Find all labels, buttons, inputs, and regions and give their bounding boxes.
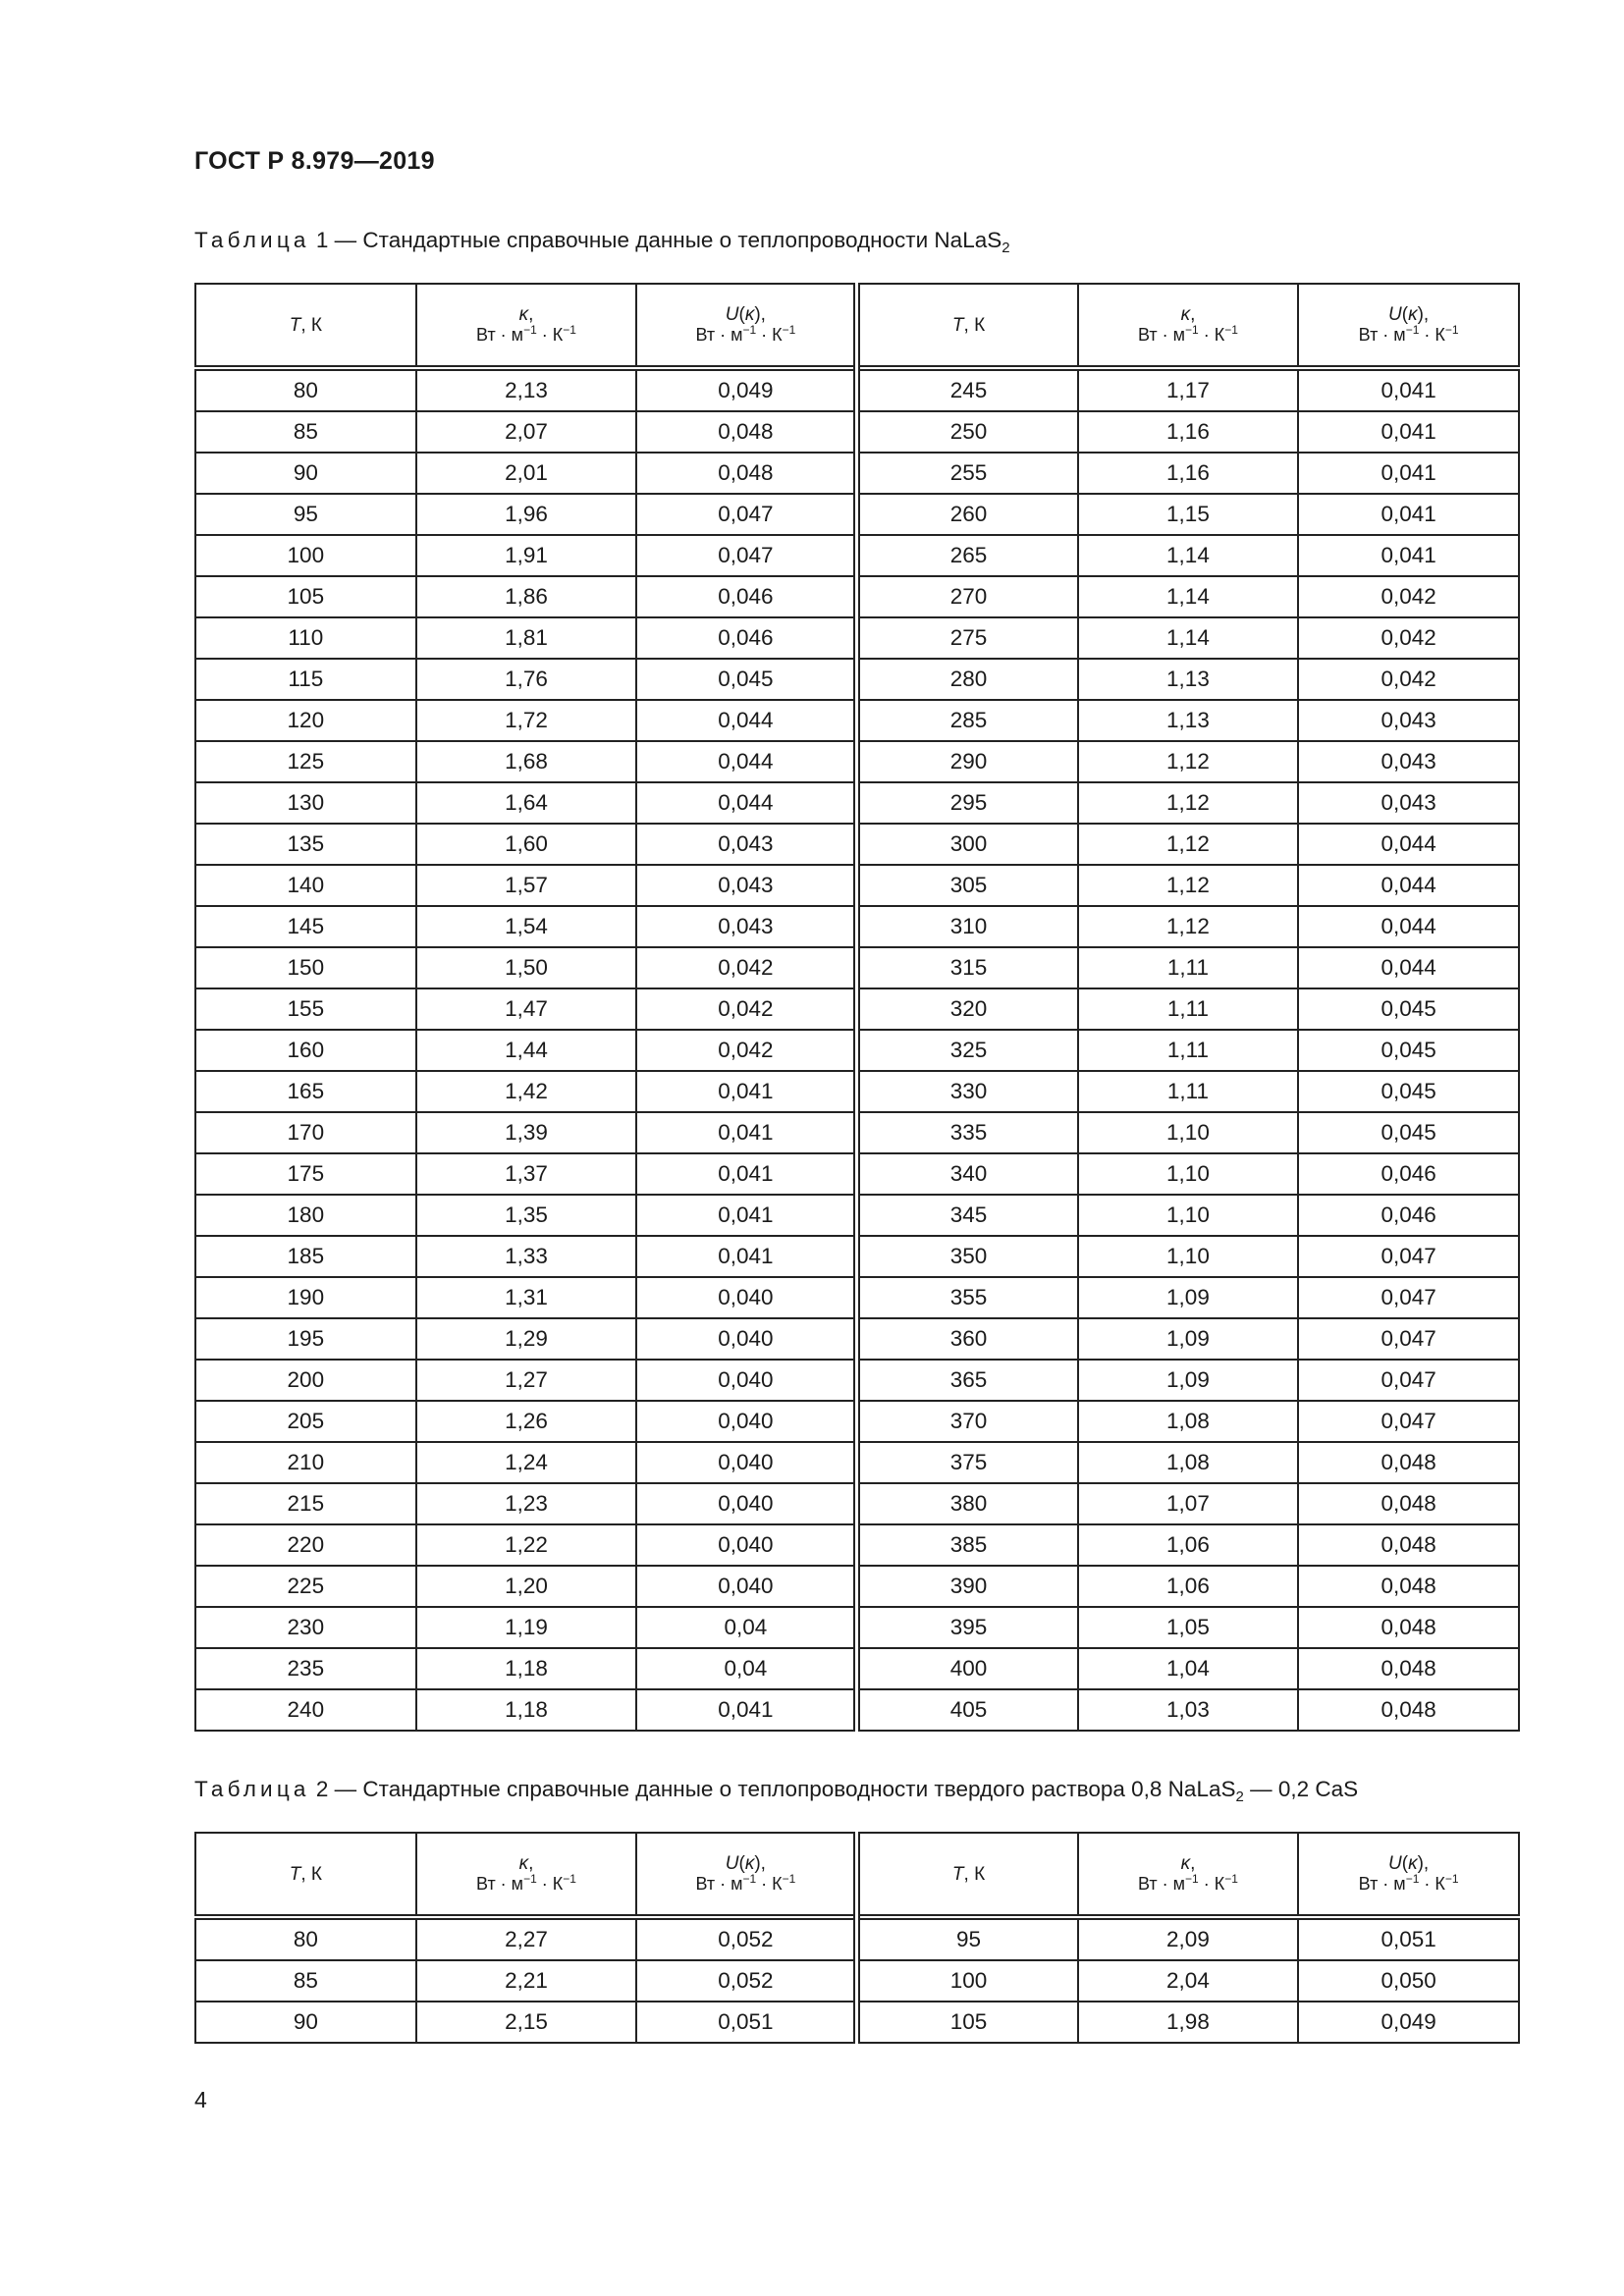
table2-header-u: U(κ), Вт · $м^{-1} \cdot К^{-1}$ [636, 1833, 857, 1917]
table-cell: 355 [857, 1277, 1078, 1318]
table1-row [195, 824, 1519, 865]
table-cell: 1,13 [1078, 659, 1299, 700]
table-cell: 125 [195, 741, 416, 782]
table-cell: 1,33 [416, 1236, 637, 1277]
table-cell: 0,041 [1298, 535, 1519, 576]
table1-row [195, 1153, 1519, 1195]
table1-row [195, 368, 1519, 411]
table-cell: 200 [195, 1360, 416, 1401]
table-cell: 85 [195, 1960, 416, 2002]
table-cell: 1,08 [1078, 1442, 1299, 1483]
table-cell: 165 [195, 1071, 416, 1112]
table1-row [195, 1648, 1519, 1689]
table-cell: 1,06 [1078, 1524, 1299, 1566]
table-cell: 0,048 [1298, 1483, 1519, 1524]
table-cell: 0,041 [636, 1195, 857, 1236]
table-cell: 1,98 [1078, 2002, 1299, 2043]
table-cell: 90 [195, 2002, 416, 2043]
table-cell: 0,042 [1298, 576, 1519, 617]
table-cell: 0,042 [1298, 659, 1519, 700]
table-cell: 0,042 [1298, 617, 1519, 659]
table1-row [195, 1483, 1519, 1524]
table-cell: 1,12 [1078, 906, 1299, 947]
table1-row [195, 453, 1519, 494]
table-cell: 0,048 [636, 411, 857, 453]
table-cell: 1,18 [416, 1689, 637, 1731]
table-cell: 1,64 [416, 782, 637, 824]
table-cell: 0,041 [636, 1153, 857, 1195]
table-cell: 1,50 [416, 947, 637, 988]
table-cell: 0,042 [636, 988, 857, 1030]
table-cell: 0,048 [1298, 1648, 1519, 1689]
table-cell: 310 [857, 906, 1078, 947]
table-cell: 255 [857, 453, 1078, 494]
table-cell: 1,81 [416, 617, 637, 659]
table-cell: 0,040 [636, 1360, 857, 1401]
table-cell: 0,041 [636, 1071, 857, 1112]
table-cell: 2,01 [416, 453, 637, 494]
table-cell: 160 [195, 1030, 416, 1071]
table-cell: 285 [857, 700, 1078, 741]
table-cell: 1,12 [1078, 865, 1299, 906]
table-cell: 1,12 [1078, 824, 1299, 865]
table1-row [195, 1566, 1519, 1607]
table-cell: 2,04 [1078, 1960, 1299, 2002]
table-cell: 1,10 [1078, 1236, 1299, 1277]
table1-row [195, 865, 1519, 906]
table-cell: 365 [857, 1360, 1078, 1401]
table1-row [195, 700, 1519, 741]
table-cell: 0,044 [1298, 865, 1519, 906]
table-cell: 1,24 [416, 1442, 637, 1483]
table1-row [195, 1195, 1519, 1236]
table-cell: 0,047 [636, 535, 857, 576]
table-cell: 240 [195, 1689, 416, 1731]
table-cell: 380 [857, 1483, 1078, 1524]
table-cell: 245 [857, 368, 1078, 411]
table-cell: 1,19 [416, 1607, 637, 1648]
table-cell: 0,048 [1298, 1607, 1519, 1648]
table-cell: 0,045 [1298, 1112, 1519, 1153]
table2-header-k: κ, Вт · $м^{-1} \cdot К^{-1}$ [416, 1833, 637, 1917]
table-cell: 275 [857, 617, 1078, 659]
table1-row [195, 617, 1519, 659]
table-cell: 1,91 [416, 535, 637, 576]
document-header: ГОСТ Р 8.979—2019 [194, 147, 435, 175]
table-cell: 0,041 [1298, 494, 1519, 535]
table-cell: 0,047 [1298, 1318, 1519, 1360]
table-cell: 0,041 [1298, 453, 1519, 494]
table-cell: 350 [857, 1236, 1078, 1277]
table-cell: 1,16 [1078, 411, 1299, 453]
table-cell: 1,14 [1078, 535, 1299, 576]
table2-row [195, 1960, 1519, 2002]
table1-caption-subscript: 2 [1001, 240, 1010, 256]
table-cell: 0,048 [636, 453, 857, 494]
table-cell: 0,041 [636, 1112, 857, 1153]
table-cell: 335 [857, 1112, 1078, 1153]
table-cell: 90 [195, 453, 416, 494]
table-cell: 95 [195, 494, 416, 535]
table1-row [195, 411, 1519, 453]
table1-row [195, 1071, 1519, 1112]
table1-body [195, 368, 1519, 1731]
table-cell: 0,043 [636, 906, 857, 947]
table-cell: 1,05 [1078, 1607, 1299, 1648]
table-cell: 0,040 [636, 1318, 857, 1360]
table-cell: 145 [195, 906, 416, 947]
table-cell: 1,16 [1078, 453, 1299, 494]
table-cell: 1,09 [1078, 1318, 1299, 1360]
table-cell: 0,041 [1298, 411, 1519, 453]
table-cell: 1,14 [1078, 617, 1299, 659]
table-cell: 2,15 [416, 2002, 637, 2043]
table-cell: 0,046 [1298, 1195, 1519, 1236]
table1-row [195, 1607, 1519, 1648]
table1-row [195, 1318, 1519, 1360]
table-cell: 1,22 [416, 1524, 637, 1566]
table1-row [195, 1236, 1519, 1277]
table-cell: 1,03 [1078, 1689, 1299, 1731]
table-cell: 1,76 [416, 659, 637, 700]
table-cell: 180 [195, 1195, 416, 1236]
table-cell: 1,06 [1078, 1566, 1299, 1607]
table-cell: 0,052 [636, 1960, 857, 2002]
table1-row [195, 1689, 1519, 1731]
table-cell: 0,051 [636, 2002, 857, 2043]
table-cell: 0,047 [1298, 1360, 1519, 1401]
table-cell: 0,048 [1298, 1524, 1519, 1566]
table1-caption-text: 1 — Стандартные справочные данные о теплопроводности NaLaS [309, 228, 1002, 252]
table-cell: 0,046 [1298, 1153, 1519, 1195]
table-cell: 0,043 [636, 824, 857, 865]
table-cell: 80 [195, 1917, 416, 1960]
table-cell: 1,08 [1078, 1401, 1299, 1442]
table-cell: 295 [857, 782, 1078, 824]
table-cell: 155 [195, 988, 416, 1030]
table-cell: 330 [857, 1071, 1078, 1112]
table-cell: 0,048 [1298, 1442, 1519, 1483]
table2-header-t-2: T, К [857, 1833, 1078, 1917]
table1-header-u: U(κ), Вт · $м^{-1} \cdot К^{-1}$ [636, 284, 857, 368]
table-cell: 0,04 [636, 1607, 857, 1648]
table-cell: 1,86 [416, 576, 637, 617]
table-cell: 1,13 [1078, 700, 1299, 741]
table2-caption [194, 1777, 1359, 1805]
table-cell: 390 [857, 1566, 1078, 1607]
table-cell: 105 [857, 2002, 1078, 2043]
table-cell: 0,048 [1298, 1566, 1519, 1607]
table1-row [195, 535, 1519, 576]
table-cell: 0,050 [1298, 1960, 1519, 2002]
table-cell: 405 [857, 1689, 1078, 1731]
table-cell: 2,21 [416, 1960, 637, 2002]
table1-header-row [195, 284, 1519, 368]
table1-row [195, 1277, 1519, 1318]
table2-row [195, 2002, 1519, 2043]
table-cell: 1,07 [1078, 1483, 1299, 1524]
table-cell: 85 [195, 411, 416, 453]
table-cell: 100 [857, 1960, 1078, 2002]
table-cell: 370 [857, 1401, 1078, 1442]
table2-header-t: T, К [195, 1833, 416, 1917]
table-cell: 170 [195, 1112, 416, 1153]
table-cell: 360 [857, 1318, 1078, 1360]
table-cell: 0,051 [1298, 1917, 1519, 1960]
table-cell: 0,047 [1298, 1401, 1519, 1442]
table1 [194, 283, 1520, 1732]
table-cell: 0,043 [1298, 700, 1519, 741]
table-cell: 0,049 [636, 368, 857, 411]
table-cell: 0,041 [636, 1236, 857, 1277]
table2-caption-end: — 0,2 CaS [1243, 1777, 1359, 1801]
table-cell: 280 [857, 659, 1078, 700]
table-cell: 1,39 [416, 1112, 637, 1153]
table-cell: 1,14 [1078, 576, 1299, 617]
table-cell: 115 [195, 659, 416, 700]
table-cell: 305 [857, 865, 1078, 906]
table-cell: 270 [857, 576, 1078, 617]
table1-row [195, 1360, 1519, 1401]
table-cell: 1,12 [1078, 741, 1299, 782]
table-cell: 260 [857, 494, 1078, 535]
table-cell: 1,11 [1078, 1030, 1299, 1071]
table-cell: 1,10 [1078, 1112, 1299, 1153]
table-cell: 1,60 [416, 824, 637, 865]
table-cell: 2,07 [416, 411, 637, 453]
table-cell: 105 [195, 576, 416, 617]
table-cell: 1,23 [416, 1483, 637, 1524]
table-cell: 0,04 [636, 1648, 857, 1689]
table2-caption-subscript: 2 [1235, 1789, 1244, 1805]
table1-row [195, 659, 1519, 700]
table-cell: 110 [195, 617, 416, 659]
table-cell: 0,040 [636, 1483, 857, 1524]
table1-row [195, 494, 1519, 535]
table-cell: 0,041 [1298, 368, 1519, 411]
table-cell: 135 [195, 824, 416, 865]
table-cell: 1,44 [416, 1030, 637, 1071]
table-cell: 0,041 [636, 1689, 857, 1731]
page-number: 4 [194, 2087, 207, 2112]
table-cell: 2,09 [1078, 1917, 1299, 1960]
table-cell: 1,42 [416, 1071, 637, 1112]
table-cell: 1,57 [416, 865, 637, 906]
table2-caption-text: 2 — Стандартные справочные данные о теплопроводности твердого раствора 0,8 NaLaS [309, 1777, 1236, 1801]
table-cell: 0,052 [636, 1917, 857, 1960]
table-cell: 0,049 [1298, 2002, 1519, 2043]
table-cell: 215 [195, 1483, 416, 1524]
table-cell: 1,11 [1078, 947, 1299, 988]
table-cell: 0,042 [636, 947, 857, 988]
table-cell: 0,040 [636, 1566, 857, 1607]
table1-header-k-2: κ, Вт · $м^{-1} \cdot К^{-1}$ [1078, 284, 1299, 368]
table2-row [195, 1917, 1519, 1960]
table-cell: 0,040 [636, 1277, 857, 1318]
table-cell: 1,54 [416, 906, 637, 947]
table-cell: 2,13 [416, 368, 637, 411]
table-cell: 1,47 [416, 988, 637, 1030]
table-cell: 100 [195, 535, 416, 576]
table1-row [195, 1442, 1519, 1483]
table2 [194, 1832, 1520, 2044]
table-cell: 150 [195, 947, 416, 988]
table-cell: 250 [857, 411, 1078, 453]
table-cell: 1,72 [416, 700, 637, 741]
table-cell: 0,047 [1298, 1236, 1519, 1277]
table1-header-k: κ, Вт · $м^{-1} \cdot К^{-1}$ [416, 284, 637, 368]
table-cell: 1,31 [416, 1277, 637, 1318]
table1-row [195, 906, 1519, 947]
table-cell: 0,042 [636, 1030, 857, 1071]
table-cell: 0,045 [636, 659, 857, 700]
table-cell: 205 [195, 1401, 416, 1442]
table-cell: 385 [857, 1524, 1078, 1566]
table-cell: 190 [195, 1277, 416, 1318]
table-cell: 1,10 [1078, 1195, 1299, 1236]
table-cell: 1,29 [416, 1318, 637, 1360]
table-cell: 0,044 [1298, 906, 1519, 947]
table-cell: 2,27 [416, 1917, 637, 1960]
table-cell: 80 [195, 368, 416, 411]
table-cell: 300 [857, 824, 1078, 865]
table-cell: 320 [857, 988, 1078, 1030]
table1-caption-label: Таблица [194, 228, 310, 252]
table-cell: 140 [195, 865, 416, 906]
table-cell: 0,044 [636, 700, 857, 741]
table1-row [195, 1112, 1519, 1153]
table-cell: 0,046 [636, 617, 857, 659]
table-cell: 345 [857, 1195, 1078, 1236]
table1-row [195, 1524, 1519, 1566]
table-cell: 1,18 [416, 1648, 637, 1689]
table-cell: 0,044 [636, 741, 857, 782]
table-cell: 0,048 [1298, 1689, 1519, 1731]
table-cell: 225 [195, 1566, 416, 1607]
table-cell: 1,12 [1078, 782, 1299, 824]
table1-row [195, 988, 1519, 1030]
table1-row [195, 1030, 1519, 1071]
table-cell: 1,10 [1078, 1153, 1299, 1195]
table-cell: 340 [857, 1153, 1078, 1195]
table-cell: 0,047 [1298, 1277, 1519, 1318]
table-cell: 1,11 [1078, 988, 1299, 1030]
table-cell: 0,040 [636, 1401, 857, 1442]
table2-caption-label: Таблица [194, 1777, 310, 1801]
table-cell: 95 [857, 1917, 1078, 1960]
table-cell: 0,044 [1298, 947, 1519, 988]
table-cell: 315 [857, 947, 1078, 988]
table-cell: 210 [195, 1442, 416, 1483]
table-cell: 220 [195, 1524, 416, 1566]
table-cell: 0,043 [1298, 741, 1519, 782]
table-cell: 290 [857, 741, 1078, 782]
table-cell: 185 [195, 1236, 416, 1277]
table-cell: 0,040 [636, 1442, 857, 1483]
table-cell: 1,68 [416, 741, 637, 782]
table-cell: 0,046 [636, 576, 857, 617]
table-cell: 395 [857, 1607, 1078, 1648]
table-cell: 0,045 [1298, 1030, 1519, 1071]
table1-header-u-2: U(κ), Вт · $м^{-1} \cdot К^{-1}$ [1298, 284, 1519, 368]
table-cell: 1,09 [1078, 1277, 1299, 1318]
table1-row [195, 947, 1519, 988]
table-cell: 400 [857, 1648, 1078, 1689]
table2-header-k-2: κ, Вт · $м^{-1} \cdot К^{-1}$ [1078, 1833, 1299, 1917]
table1-row [195, 741, 1519, 782]
table2-body [195, 1917, 1519, 2043]
table-cell: 1,04 [1078, 1648, 1299, 1689]
table-cell: 0,044 [1298, 824, 1519, 865]
table1-caption [194, 228, 1010, 256]
table-cell: 0,047 [636, 494, 857, 535]
table-cell: 1,27 [416, 1360, 637, 1401]
table-cell: 230 [195, 1607, 416, 1648]
table-cell: 375 [857, 1442, 1078, 1483]
table-cell: 265 [857, 535, 1078, 576]
table1-row [195, 782, 1519, 824]
table1-header-t-2: T, К [857, 284, 1078, 368]
table-cell: 120 [195, 700, 416, 741]
table-cell: 1,35 [416, 1195, 637, 1236]
table-cell: 1,09 [1078, 1360, 1299, 1401]
table-cell: 1,26 [416, 1401, 637, 1442]
table-cell: 1,11 [1078, 1071, 1299, 1112]
table2-header-u-2: U(κ), Вт · $м^{-1} \cdot К^{-1}$ [1298, 1833, 1519, 1917]
table1-row [195, 1401, 1519, 1442]
table2-header-row [195, 1833, 1519, 1917]
table-cell: 195 [195, 1318, 416, 1360]
table-cell: 235 [195, 1648, 416, 1689]
table-cell: 0,040 [636, 1524, 857, 1566]
table-cell: 0,043 [1298, 782, 1519, 824]
table-cell: 1,37 [416, 1153, 637, 1195]
table-cell: 1,17 [1078, 368, 1299, 411]
table1-row [195, 576, 1519, 617]
table-cell: 1,96 [416, 494, 637, 535]
table-cell: 0,045 [1298, 988, 1519, 1030]
table-cell: 0,043 [636, 865, 857, 906]
table-cell: 1,20 [416, 1566, 637, 1607]
table-cell: 0,044 [636, 782, 857, 824]
table-cell: 325 [857, 1030, 1078, 1071]
table-cell: 1,15 [1078, 494, 1299, 535]
table1-header-t: T, К [195, 284, 416, 368]
table-cell: 130 [195, 782, 416, 824]
table-cell: 0,045 [1298, 1071, 1519, 1112]
table-cell: 175 [195, 1153, 416, 1195]
